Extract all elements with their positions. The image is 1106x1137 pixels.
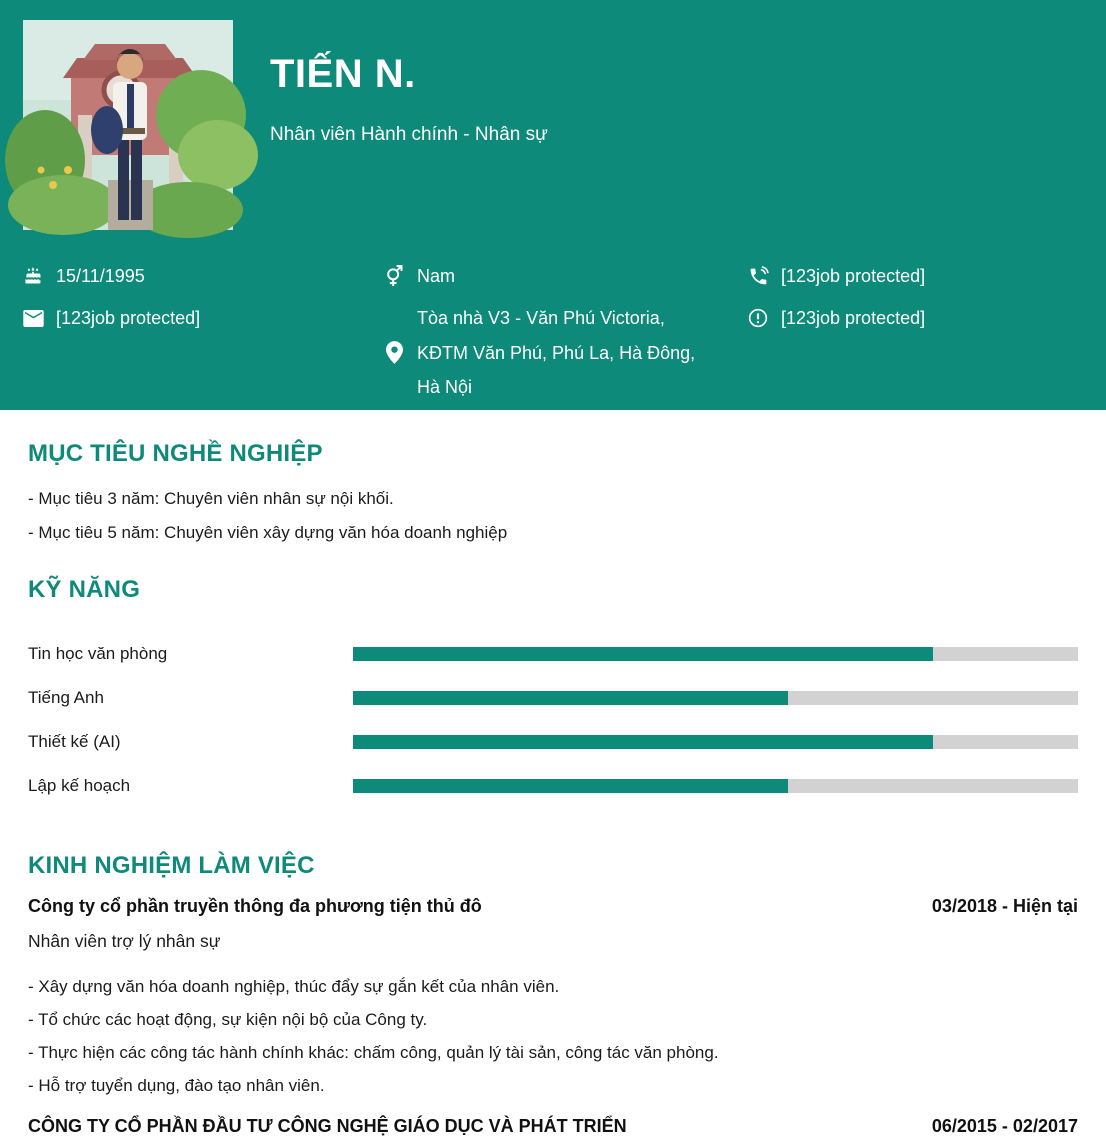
skill-label: Tiếng Anh: [28, 688, 104, 707]
job-bullet: - Tổ chức các hoạt động, sự kiện nội bộ của Công ty.: [28, 1010, 428, 1029]
contact-info: [747, 306, 1087, 330]
skill-bar-fill: [353, 691, 788, 705]
job-period: 03/2018 - Hiện tại: [931, 896, 1078, 916]
contact-email: [22, 306, 362, 330]
skill-bar-track: [353, 647, 1078, 661]
job-bullet: - Thực hiện các công tác hành chính khác: chấm công, quản lý tài sản, công tác văn phòng.: [28, 1043, 719, 1062]
skill-row: [28, 642, 1078, 666]
skill-row: [28, 686, 1078, 710]
info-value: [123job protected]: [781, 307, 926, 328]
contact-column-1: [22, 264, 362, 348]
section-heading-objective: MỤC TIÊU NGHỀ NGHIỆP: [28, 440, 323, 467]
address-line: Hà Nội: [417, 377, 473, 397]
gender-icon: [383, 265, 405, 287]
section-heading-experience: KINH NGHIỆM LÀM VIỆC: [28, 852, 315, 879]
skill-row: [28, 774, 1078, 798]
location-pin-icon: [383, 342, 405, 364]
contact-column-2: [383, 264, 728, 423]
candidate-name: TIẾN N.: [270, 52, 416, 96]
contact-address: [383, 301, 728, 405]
section-heading-skills: KỸ NĂNG: [28, 576, 141, 603]
cv-header: [0, 0, 1106, 410]
phone-icon: [747, 265, 769, 287]
candidate-job-title: Nhân viên Hành chính - Nhân sự: [270, 124, 548, 145]
objective-item: - Mục tiêu 5 năm: Chuyên viên xây dựng văn hóa doanh nghiệp: [28, 523, 508, 542]
objective-item: - Mục tiêu 3 năm: Chuyên viên nhân sự nội khối.: [28, 489, 394, 508]
job-bullet: - Xây dựng văn hóa doanh nghiệp, thúc đẩy sự gắn kết của nhân viên.: [28, 977, 560, 996]
skill-bar-track: [353, 691, 1078, 705]
avatar: [23, 20, 233, 230]
skill-label: Lập kế hoạch: [28, 776, 131, 795]
skill-bar-fill: [353, 647, 933, 661]
contact-birthday: [22, 264, 362, 288]
job-bullets: [28, 970, 1078, 1102]
job-entry: [28, 1116, 1078, 1137]
email-value: [123job protected]: [56, 307, 201, 328]
info-circle-icon: [747, 307, 769, 329]
skill-bar-track: [353, 735, 1078, 749]
contact-phone: [747, 264, 1087, 288]
job-company: Công ty cổ phần truyền thông đa phương tiện thủ đô: [28, 896, 482, 916]
job-company: CÔNG TY CỔ PHẦN ĐẦU TƯ CÔNG NGHỆ GIÁO DỤC VÀ PHÁT TRIỂN: [28, 1116, 627, 1136]
skill-row: [28, 730, 1078, 754]
address-line: KĐTM Văn Phú, Phú La, Hà Đông,: [417, 342, 696, 363]
job-period: 06/2015 - 02/2017: [931, 1116, 1078, 1136]
skill-bar-fill: [353, 735, 933, 749]
gender-value: Nam: [417, 265, 456, 286]
birthday-value: 15/11/1995: [56, 265, 145, 286]
job-header: [28, 896, 1078, 917]
phone-value: [123job protected]: [781, 265, 926, 286]
skill-bar-track: [353, 779, 1078, 793]
address-lines: [417, 301, 695, 405]
job-header: [28, 1116, 1078, 1137]
job-entry: [28, 896, 1078, 1102]
birthday-cake-icon: [22, 265, 44, 287]
experience-list: [28, 896, 1078, 1137]
skill-bar-fill: [353, 779, 788, 793]
job-bullet: - Hỗ trợ tuyển dụng, đào tạo nhân viên.: [28, 1076, 325, 1095]
address-line: Tòa nhà V3 - Văn Phú Victoria,: [417, 308, 665, 328]
job-position: Nhân viên trợ lý nhân sự: [28, 931, 221, 951]
cv-body: [0, 410, 1106, 1137]
skills-list: [28, 642, 1078, 798]
contact-gender: [383, 264, 728, 288]
contact-column-3: [747, 264, 1087, 348]
skill-label: Tin học văn phòng: [28, 644, 168, 663]
skill-label: Thiết kế (AI): [28, 732, 121, 751]
objective-list: [28, 482, 1078, 550]
email-icon: [22, 307, 44, 329]
avatar-photo-illustration: [23, 20, 233, 230]
